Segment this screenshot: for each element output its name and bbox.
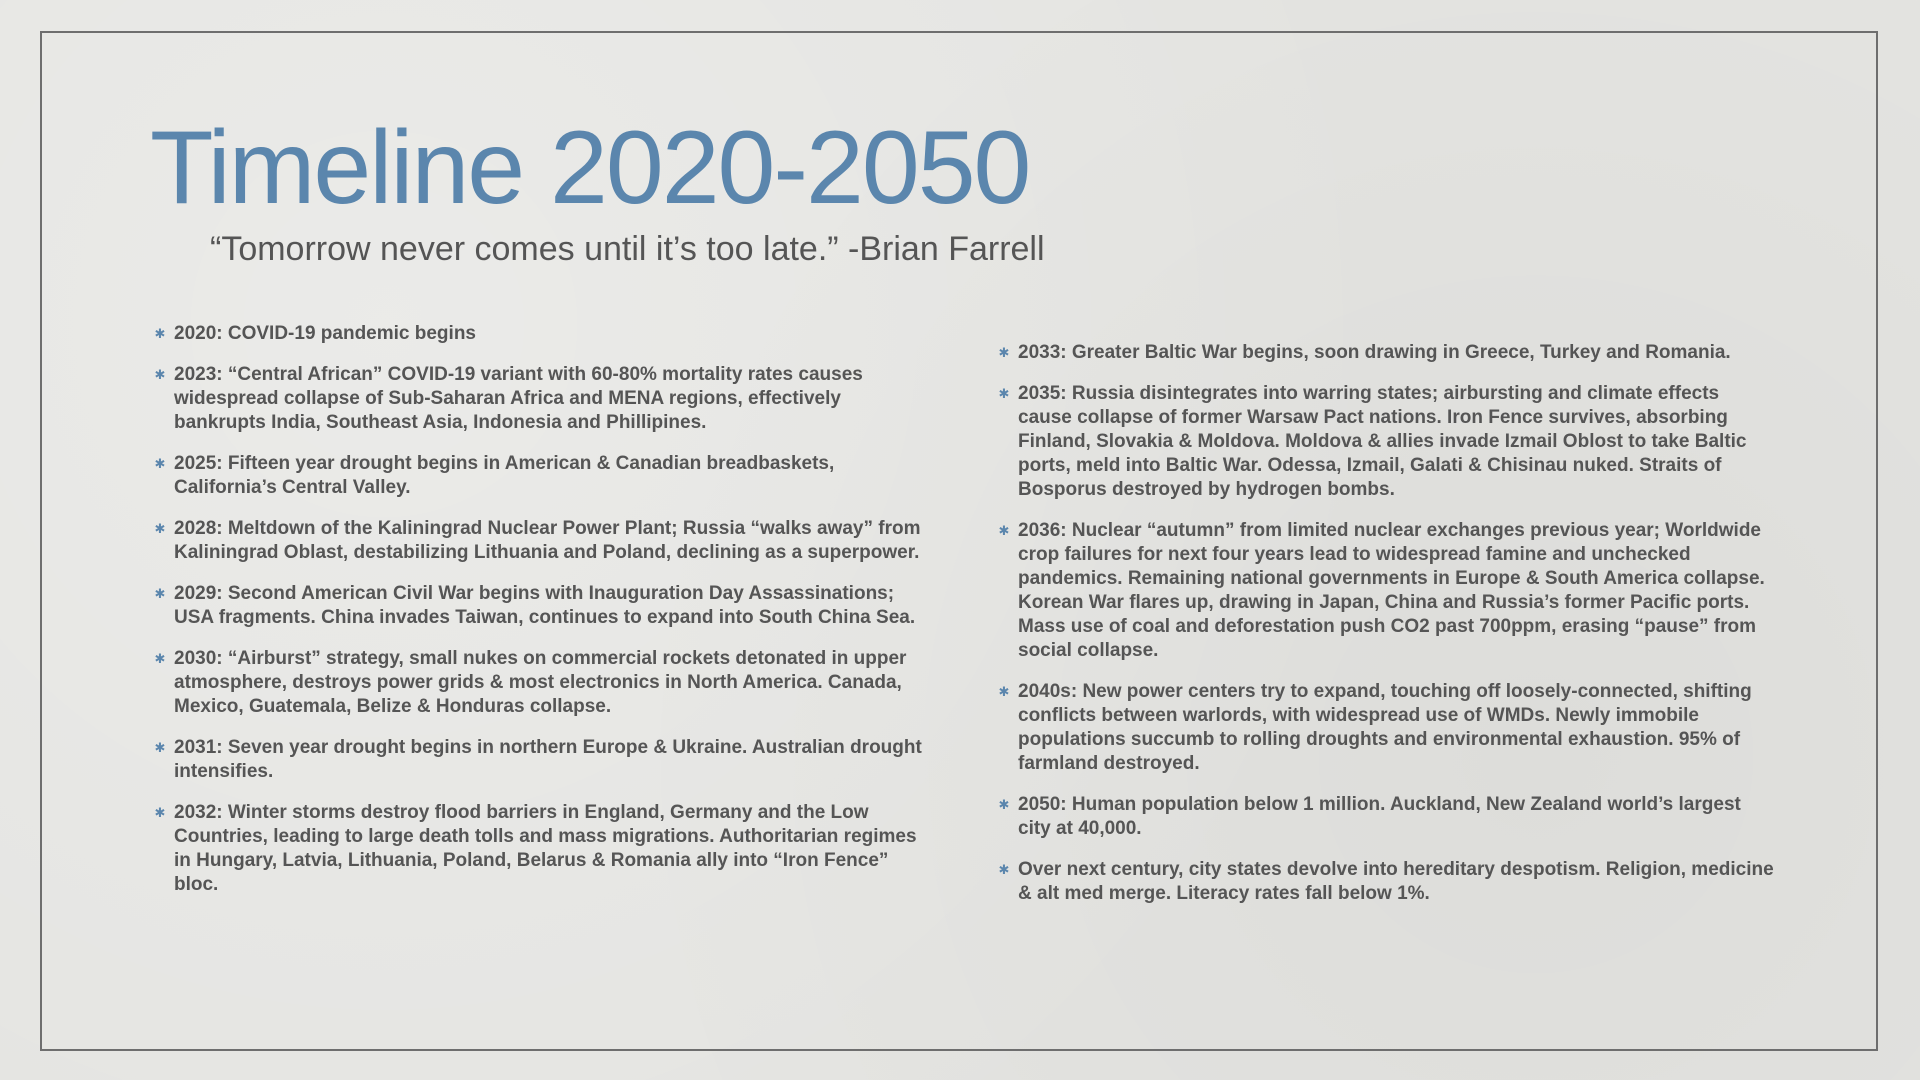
timeline-item-text: Over next century, city states devolve into hereditary despotism. Religion, medicine & alt med merge. Literacy rates fall below 1%. [1018, 859, 1774, 904]
asterisk-bullet-icon: ✱ [998, 523, 1010, 538]
asterisk-bullet-icon: ✱ [154, 740, 166, 755]
timeline-item-text: 2029: Second American Civil War begins with Inauguration Day Assassinations; USA fragments. China invades Taiwan, continues to expand into South China Sea. [174, 583, 916, 628]
timeline-item-text: 2035: Russia disintegrates into warring states; airbursting and climate effects cause collapse of former Warsaw Pact nations. Iron Fence survives, absorbing Finland, Slovakia & Moldova. Moldova & allies invade Izmail Oblost to take Baltic ports, meld into Baltic War. Odessa, Izmail, Galati & Chisinau nuked. Straits of Bosporus destroyed by hydrogen bombs. [1018, 383, 1747, 500]
timeline-item [154, 517, 934, 565]
timeline-right-column [998, 341, 1778, 923]
timeline-item [998, 680, 1778, 776]
timeline-item [998, 519, 1778, 663]
timeline-item [154, 647, 934, 719]
asterisk-bullet-icon: ✱ [998, 386, 1010, 401]
timeline-item [154, 363, 934, 435]
timeline-item-text: 2032: Winter storms destroy flood barriers in England, Germany and the Low Countries, leading to large death tolls and mass migrations. Authoritarian regimes in Hungary, Latvia, Lithuania, Poland, Belarus & Romania ally into “Iron Fence” bloc. [174, 802, 917, 895]
timeline-item-text: 2040s: New power centers try to expand, touching off loosely-connected, shifting conflicts between warlords, with widespread use of WMDs. Newly immobile populations succumb to rolling droughts and environmental exhaustion. 95% of farmland destroyed. [1018, 681, 1752, 774]
asterisk-bullet-icon: ✱ [154, 651, 166, 666]
timeline-item [154, 736, 934, 784]
asterisk-bullet-icon: ✱ [998, 862, 1010, 877]
timeline-item [998, 341, 1778, 365]
timeline-item-text: 2030: “Airburst” strategy, small nukes on commercial rockets detonated in upper atmosphere, destroys power grids & most electronics in North America. Canada, Mexico, Guatemala, Belize & Honduras collapse. [174, 648, 907, 717]
timeline-item [154, 801, 934, 897]
asterisk-bullet-icon: ✱ [154, 586, 166, 601]
asterisk-bullet-icon: ✱ [998, 797, 1010, 812]
slide-title: Timeline 2020-2050 [150, 110, 1030, 226]
timeline-left-column [154, 322, 934, 914]
asterisk-bullet-icon: ✱ [154, 521, 166, 536]
timeline-item [154, 322, 934, 346]
timeline-item-text: 2031: Seven year drought begins in northern Europe & Ukraine. Australian drought intensifies. [174, 737, 922, 782]
timeline-item-text: 2023: “Central African” COVID-19 variant with 60-80% mortality rates causes widespread collapse of Sub-Saharan Africa and MENA regions, effectively bankrupts India, Southeast Asia, Indonesia and Phillipines. [174, 364, 863, 433]
asterisk-bullet-icon: ✱ [154, 367, 166, 382]
asterisk-bullet-icon: ✱ [154, 326, 166, 341]
timeline-item-text: 2033: Greater Baltic War begins, soon drawing in Greece, Turkey and Romania. [1018, 342, 1731, 363]
timeline-item [998, 793, 1778, 841]
timeline-item-text: 2036: Nuclear “autumn” from limited nuclear exchanges previous year; Worldwide crop failures for next four years lead to widespread famine and unchecked pandemics. Remaining national governments in Europe & South America collapse. Korean War flares up, drawing in Japan, China and Russia’s former Pacific ports. Mass use of coal and deforestation push CO2 past 700ppm, erasing “pause” from social collapse. [1018, 520, 1765, 661]
asterisk-bullet-icon: ✱ [998, 345, 1010, 360]
asterisk-bullet-icon: ✱ [154, 805, 166, 820]
timeline-item-text: 2025: Fifteen year drought begins in American & Canadian breadbaskets, California’s Central Valley. [174, 453, 835, 498]
timeline-item [998, 858, 1778, 906]
asterisk-bullet-icon: ✱ [998, 684, 1010, 699]
timeline-item [998, 382, 1778, 502]
slide-quote: “Tomorrow never comes until it’s too late.” -Brian Farrell [210, 230, 1045, 268]
asterisk-bullet-icon: ✱ [154, 456, 166, 471]
timeline-item [154, 582, 934, 630]
timeline-item-text: 2028: Meltdown of the Kaliningrad Nuclear Power Plant; Russia “walks away” from Kaliningrad Oblast, destabilizing Lithuania and Poland, declining as a superpower. [174, 518, 921, 563]
timeline-item [154, 452, 934, 500]
timeline-item-text: 2020: COVID-19 pandemic begins [174, 323, 476, 344]
timeline-item-text: 2050: Human population below 1 million. Auckland, New Zealand world’s largest city at 40,000. [1018, 794, 1741, 839]
